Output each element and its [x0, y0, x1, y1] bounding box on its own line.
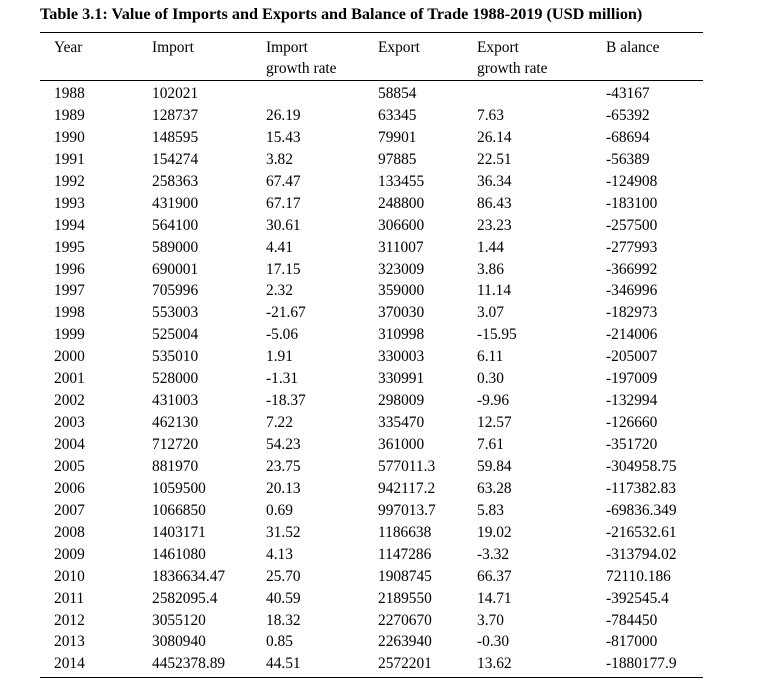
cell-import: 528000	[152, 370, 199, 388]
cell-import-growth: 67.17	[266, 194, 301, 212]
table-row	[0, 237, 761, 259]
cell-export: 942117.2	[378, 479, 436, 497]
cell-export: 298009	[378, 392, 425, 410]
table-row	[0, 566, 761, 588]
cell-export: 361000	[378, 436, 425, 453]
cell-year: 2013	[54, 633, 85, 651]
cell-import: 2582095.4	[152, 589, 218, 607]
cell-year: 2012	[54, 611, 85, 629]
cell-export-growth: 7.63	[477, 106, 504, 124]
cell-import-growth: 26.19	[266, 106, 301, 124]
cell-export: 248800	[378, 194, 425, 212]
cell-export-growth: 23.23	[477, 216, 512, 234]
cell-import: 148595	[152, 128, 199, 146]
cell-balance: -277993	[606, 238, 658, 256]
cell-import-growth: 30.61	[266, 216, 301, 234]
cell-import: 881970	[152, 457, 199, 475]
cell-import: 431900	[152, 194, 199, 212]
table-row	[0, 478, 761, 500]
cell-import-growth: 25.70	[266, 567, 301, 585]
column-header-import-growth-line1: Import	[266, 39, 308, 56]
cell-balance: -216532.61	[606, 523, 677, 541]
cell-balance: -1880177.9	[606, 655, 677, 673]
column-header-year: Year	[54, 39, 83, 56]
cell-export: 133455	[378, 172, 425, 190]
column-header-export-growth	[477, 37, 548, 79]
cell-import-growth: 23.75	[266, 457, 301, 475]
cell-export: 310998	[378, 326, 425, 344]
cell-import-growth: -1.31	[266, 370, 299, 388]
cell-balance: -205007	[606, 348, 658, 366]
cell-year: 2009	[54, 545, 85, 563]
table-row	[0, 588, 761, 610]
table-row	[0, 280, 761, 302]
cell-import-growth: 17.15	[266, 260, 301, 278]
cell-balance: -351720	[606, 436, 658, 453]
cell-export: 330991	[378, 370, 425, 388]
cell-import-growth: 2.32	[266, 282, 293, 300]
cell-export-growth: 3.86	[477, 260, 504, 278]
cell-balance: -392545.4	[606, 589, 669, 607]
cell-balance: -214006	[606, 326, 658, 344]
column-header-balance: B alance	[606, 39, 660, 56]
cell-export: 1186638	[378, 523, 432, 541]
cell-year: 1988	[54, 85, 85, 102]
cell-balance: -182973	[606, 304, 658, 322]
cell-import-growth: 0.69	[266, 501, 293, 519]
table-caption	[40, 4, 720, 24]
cell-year: 1999	[54, 326, 85, 344]
cell-import: 1461080	[152, 545, 206, 563]
cell-export: 335470	[378, 414, 425, 432]
cell-export-growth: 6.11	[477, 348, 504, 366]
cell-import: 154274	[152, 150, 199, 168]
cell-import: 564100	[152, 216, 199, 234]
cell-balance: -817000	[606, 633, 658, 651]
cell-year: 2002	[54, 392, 85, 410]
cell-export: 2263940	[378, 633, 432, 651]
table-caption-label: Table 3.1:	[40, 5, 108, 23]
cell-export: 323009	[378, 260, 425, 278]
cell-export: 79901	[378, 128, 417, 146]
cell-balance: -43167	[606, 85, 650, 102]
cell-export: 97885	[378, 150, 417, 168]
cell-export: 311007	[378, 238, 424, 256]
table-row	[0, 215, 761, 237]
cell-export-growth: 36.34	[477, 172, 512, 190]
table-row	[0, 412, 761, 434]
cell-export: 2270670	[378, 611, 432, 629]
cell-export: 359000	[378, 282, 425, 300]
cell-export-growth: 86.43	[477, 194, 512, 212]
cell-import-growth: 0.85	[266, 633, 293, 651]
cell-export-growth: 13.62	[477, 655, 512, 673]
cell-year: 2003	[54, 414, 85, 432]
cell-balance: -257500	[606, 216, 658, 234]
cell-import: 535010	[152, 348, 199, 366]
cell-import: 1836634.47	[152, 567, 226, 585]
table-row	[0, 610, 761, 632]
cell-import-growth: 3.82	[266, 150, 293, 168]
table-row	[0, 434, 761, 456]
table-row	[0, 259, 761, 281]
cell-balance: -784450	[606, 611, 658, 629]
cell-import: 128737	[152, 106, 199, 124]
cell-year: 1994	[54, 216, 85, 234]
cell-export-growth: -3.32	[477, 545, 510, 563]
cell-year: 2005	[54, 457, 85, 475]
cell-export-growth: 0.30	[477, 370, 504, 388]
cell-export-growth: -15.95	[477, 326, 517, 344]
table-row	[0, 500, 761, 522]
cell-import-growth: -18.37	[266, 392, 306, 410]
cell-export-growth: 12.57	[477, 414, 512, 432]
table-row	[0, 631, 761, 653]
cell-balance: -304958.75	[606, 457, 677, 475]
table-row	[0, 390, 761, 412]
cell-export: 2189550	[378, 589, 432, 607]
cell-export-growth: 63.28	[477, 479, 512, 497]
cell-year: 2014	[54, 655, 85, 673]
table-row	[0, 105, 761, 127]
cell-year: 2007	[54, 501, 85, 519]
cell-export: 63345	[378, 106, 417, 124]
table-row	[0, 149, 761, 171]
cell-import: 1066850	[152, 501, 206, 519]
cell-export-growth: 14.71	[477, 589, 512, 607]
cell-year: 2011	[54, 589, 85, 607]
cell-balance: -65392	[606, 106, 650, 124]
cell-year: 2001	[54, 370, 85, 388]
cell-export: 997013.7	[378, 501, 436, 519]
table-row	[0, 127, 761, 149]
cell-year: 2008	[54, 523, 85, 541]
cell-export-growth: -0.30	[477, 633, 510, 651]
cell-export: 577011.3	[378, 457, 436, 475]
cell-import-growth: 54.23	[266, 436, 301, 453]
table-body	[0, 83, 761, 675]
cell-import: 102021	[152, 85, 199, 102]
table-row	[0, 171, 761, 193]
cell-year: 1993	[54, 194, 85, 212]
table-row	[0, 193, 761, 215]
cell-balance: -313794.02	[606, 545, 677, 563]
cell-import: 3055120	[152, 611, 206, 629]
table-row	[0, 324, 761, 346]
cell-export-growth: 66.37	[477, 567, 512, 585]
cell-year: 1991	[54, 150, 85, 168]
cell-import-growth: 4.13	[266, 545, 293, 563]
cell-balance: 72110.186	[606, 567, 671, 585]
cell-import: 553003	[152, 304, 199, 322]
cell-balance: -69836.349	[606, 501, 677, 519]
cell-export-growth: 7.61	[477, 436, 504, 453]
cell-import-growth: -5.06	[266, 326, 299, 344]
column-header-import-growth	[266, 37, 337, 79]
table-header-rule	[40, 80, 703, 81]
cell-balance: -346996	[606, 282, 658, 300]
cell-import: 1059500	[152, 479, 206, 497]
cell-import-growth: -21.67	[266, 304, 306, 322]
cell-year: 1996	[54, 260, 85, 278]
cell-balance: -117382.83	[606, 479, 676, 497]
cell-import-growth: 15.43	[266, 128, 301, 146]
cell-import-growth: 40.59	[266, 589, 301, 607]
cell-year: 1990	[54, 128, 85, 146]
cell-export-growth: 59.84	[477, 457, 512, 475]
table-top-rule	[40, 32, 703, 33]
table-row	[0, 83, 761, 105]
cell-import: 258363	[152, 172, 199, 190]
cell-export: 306600	[378, 216, 425, 234]
cell-import-growth: 18.32	[266, 611, 301, 629]
cell-import-growth: 4.41	[266, 238, 293, 256]
table-row	[0, 653, 761, 675]
cell-import: 705996	[152, 282, 199, 300]
cell-import: 690001	[152, 260, 199, 278]
table-row	[0, 368, 761, 390]
cell-export: 330003	[378, 348, 425, 366]
cell-balance: -183100	[606, 194, 658, 212]
cell-export-growth: 1.44	[477, 238, 504, 256]
cell-import: 525004	[152, 326, 199, 344]
cell-import: 431003	[152, 392, 199, 410]
cell-export-growth: 26.14	[477, 128, 512, 146]
cell-year: 1989	[54, 106, 85, 124]
cell-balance: -132994	[606, 392, 658, 410]
cell-import-growth: 31.52	[266, 523, 301, 541]
cell-import: 712720	[152, 436, 199, 453]
column-header-export: Export	[378, 39, 420, 56]
cell-year: 1997	[54, 282, 85, 300]
cell-import-growth: 1.91	[266, 348, 293, 366]
cell-balance: -126660	[606, 414, 658, 432]
cell-import-growth: 20.13	[266, 479, 301, 497]
cell-year: 2010	[54, 567, 85, 585]
cell-import-growth: 44.51	[266, 655, 301, 673]
cell-year: 1998	[54, 304, 85, 322]
cell-year: 1992	[54, 172, 85, 190]
cell-import-growth: 7.22	[266, 414, 293, 432]
table-row	[0, 456, 761, 478]
cell-balance: -197009	[606, 370, 658, 388]
cell-export-growth: 11.14	[477, 282, 512, 300]
cell-import: 1403171	[152, 523, 206, 541]
cell-export: 1147286	[378, 545, 432, 563]
cell-export: 370030	[378, 304, 425, 322]
cell-export: 2572201	[378, 655, 432, 673]
table-row	[0, 522, 761, 544]
cell-export-growth: 3.70	[477, 611, 504, 629]
cell-balance: -366992	[606, 260, 658, 278]
cell-import: 589000	[152, 238, 199, 256]
cell-import-growth: 67.47	[266, 172, 301, 190]
table-caption-title: Value of Imports and Exports and Balance of Trade 1988-2019 (USD million)	[111, 5, 643, 23]
cell-balance: -56389	[606, 150, 650, 168]
cell-year: 2000	[54, 348, 85, 366]
cell-year: 2004	[54, 436, 85, 453]
cell-export: 1908745	[378, 567, 432, 585]
table-bottom-rule	[40, 677, 703, 678]
cell-balance: -124908	[606, 172, 658, 190]
cell-export-growth: 5.83	[477, 501, 504, 519]
cell-year: 2006	[54, 479, 85, 497]
cell-import: 4452378.89	[152, 655, 226, 673]
cell-export-growth: 3.07	[477, 304, 504, 322]
cell-export: 58854	[378, 85, 417, 102]
cell-export-growth: 19.02	[477, 523, 512, 541]
cell-year: 1995	[54, 238, 85, 256]
cell-import: 462130	[152, 414, 199, 432]
column-header-import-growth-line2: growth rate	[266, 60, 337, 77]
table-row	[0, 346, 761, 368]
cell-import: 3080940	[152, 633, 206, 651]
cell-export-growth: 22.51	[477, 150, 512, 168]
table-row	[0, 544, 761, 566]
cell-balance: -68694	[606, 128, 650, 146]
cell-export-growth: -9.96	[477, 392, 510, 410]
column-header-import: Import	[152, 39, 194, 56]
column-header-export-growth-line1: Export	[477, 39, 519, 56]
column-header-export-growth-line2: growth rate	[477, 60, 548, 77]
table-row	[0, 302, 761, 324]
